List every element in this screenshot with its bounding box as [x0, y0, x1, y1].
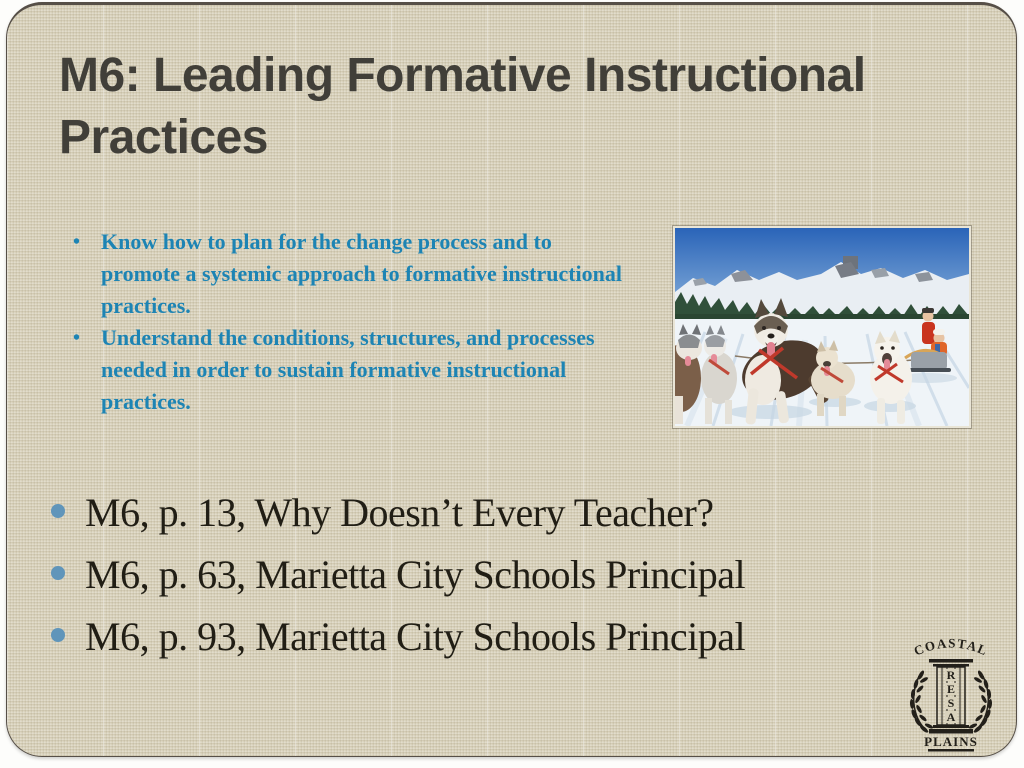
resa-logo-illustration	[904, 627, 998, 755]
presentation-slide	[6, 2, 1017, 757]
logo-letter-e: E	[946, 682, 956, 696]
objective-item	[73, 226, 633, 322]
sled-dog-photo-illustration	[675, 228, 969, 426]
reference-text: M6, p. 13, Why Doesn’t Every Teacher?	[85, 490, 714, 535]
reference-item	[49, 489, 929, 537]
reference-item	[49, 613, 929, 661]
slide-title-line1: M6: Leading Formative Instructional	[59, 49, 866, 102]
reference-text: M6, p. 63, Marietta City Schools Principal	[85, 552, 746, 597]
bullet-dot	[51, 628, 65, 642]
objective-bullet-glyph: •	[73, 231, 81, 253]
coastal-plains-resa-logo	[904, 627, 998, 755]
reference-item	[49, 551, 929, 599]
objectives-list	[73, 226, 633, 418]
objective-item	[73, 322, 633, 418]
logo-plains-text: PLAINS	[924, 734, 978, 749]
slide-title	[59, 45, 959, 169]
slide-title-line2: Practices	[59, 111, 268, 164]
logo-underline-bar	[928, 749, 974, 752]
objective-text: Know how to plan for the change process and to promote a systemic approach to formative instructional practices.	[101, 229, 623, 318]
logo-letter-s: S	[947, 696, 955, 710]
logo-coastal-text: COASTAL	[911, 635, 991, 659]
bullet-dot	[51, 504, 65, 518]
reference-text: M6, p. 93, Marietta City Schools Principal	[85, 614, 746, 659]
objective-bullet-glyph: •	[73, 327, 81, 349]
laurel-left-icon	[910, 670, 934, 734]
logo-letter-r: R	[946, 668, 956, 682]
sled-dog-team-photo	[673, 226, 971, 428]
laurel-right-icon	[968, 670, 992, 734]
logo-column	[929, 659, 973, 734]
references-list	[49, 489, 929, 675]
bullet-dot	[51, 566, 65, 580]
logo-letter-a: A	[946, 710, 956, 724]
objective-text: Understand the conditions, structures, and processes needed in order to sustain formative instructional practices.	[101, 325, 595, 414]
